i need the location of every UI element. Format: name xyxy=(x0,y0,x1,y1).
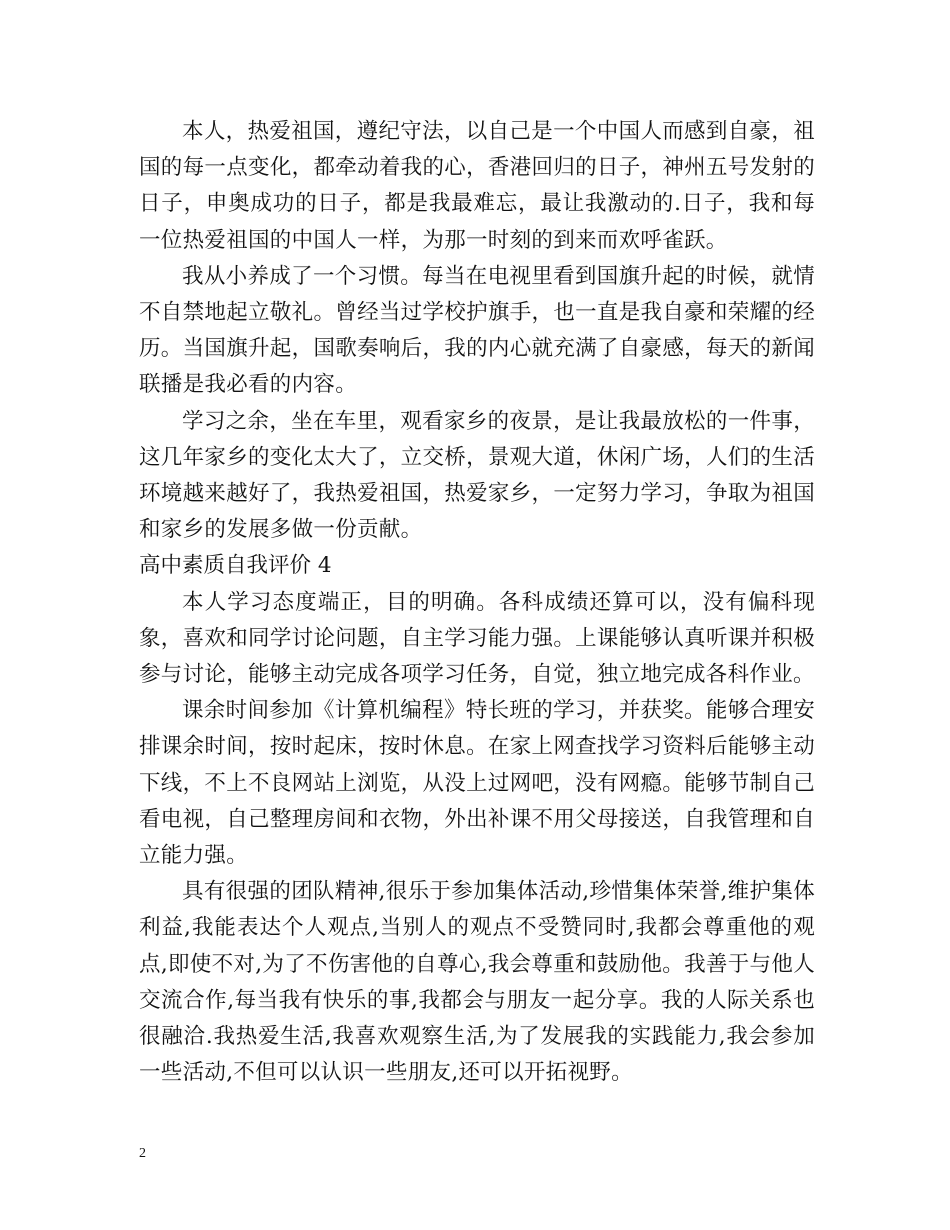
paragraph-team-spirit: 具有很强的团队精神,很乐于参加集体活动,珍惜集体荣誉,维护集体利益,我能表达个人观点,当别人的观点不受赞同时,我都会尊重他的观点,即使不对,为了不伤害他的自尊心,我会尊重和鼓励他。我善于与他人交流合作,每当我有快乐的事,我都会与朋友一起分享。我的人际关系也很融洽.我热爱生活,我喜欢观察生活,为了发展我的实践能力,我会参加一些活动,不但可以认识一些朋友,还可以开拓视野。 xyxy=(139,879,815,1086)
paragraph-hometown: 学习之余，坐在车里，观看家乡的夜景，是让我最放松的一件事，这几年家乡的变化太大了，立交桥，景观大道，休闲广场，人们的生活环境越来越好了，我热爱祖国，热爱家乡，一定努力学习，争取为祖国和家乡的发展多做一份贡献。 xyxy=(139,408,815,543)
paragraph-spare-time: 课余时间参加《计算机编程》特长班的学习，并获奖。能够合理安排课余时间，按时起床，按时休息。在家上网查找学习资料后能够主动下线，不上不良网站上浏览，从没上过网吧，没有网瘾。能够节制自己看电视，自己整理房间和衣物，外出补课不用父母接送，自我管理和自立能力强。 xyxy=(139,698,815,869)
paragraph-study-attitude: 本人学习态度端正，目的明确。各科成绩还算可以，没有偏科现象，喜欢和同学讨论问题，自主学习能力强。上课能够认真听课并积极参与讨论，能够主动完成各项学习任务，自觉，独立地完成各科作业。 xyxy=(139,589,815,688)
section-heading: 高中素质自我评价 4 xyxy=(139,553,332,579)
page-number: 2 xyxy=(139,1146,146,1161)
paragraph-patriotism: 本人，热爱祖国，遵纪守法，以自己是一个中国人而感到自豪，祖国的每一点变化，都牵动着我的心，香港回归的日子，神州五号发射的日子，申奥成功的日子，都是我最难忘，最让我激动的.日子，我和每一位热爱祖国的中国人一样，为那一时刻的到来而欢呼雀跃。 xyxy=(139,119,815,253)
document-body xyxy=(139,114,815,1091)
paragraph-flag-habit: 我从小养成了一个习惯。每当在电视里看到国旗升起的时候，就情不自禁地起立敬礼。曾经当过学校护旗手，也一直是我自豪和荣耀的经历。当国旗升起，国歌奏响后，我的内心就充满了自豪感，每天的新闻联播是我必看的内容。 xyxy=(139,263,815,398)
